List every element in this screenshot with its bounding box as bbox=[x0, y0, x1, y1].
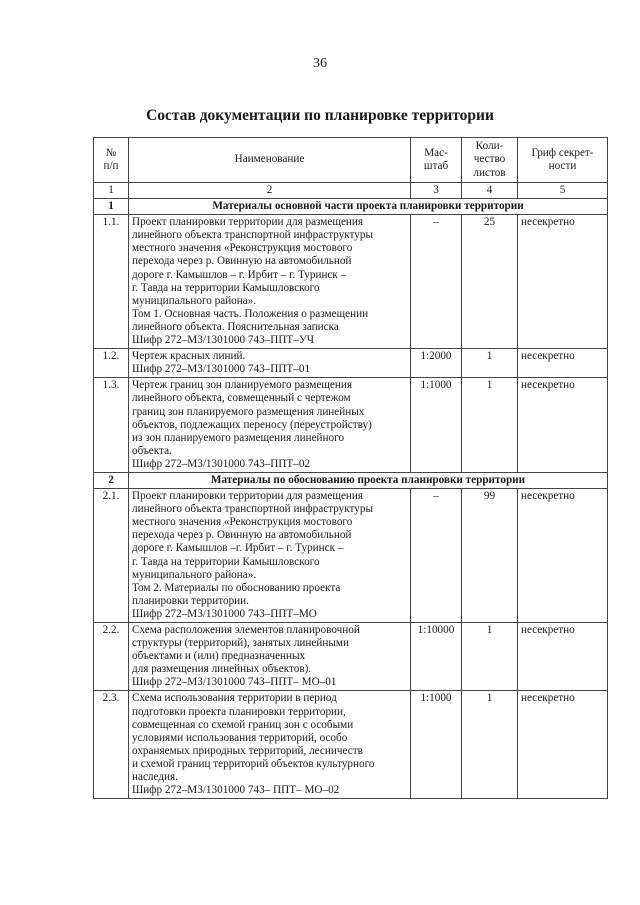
row-name-line: муниципального района». bbox=[132, 568, 257, 581]
row-name-line: местного значения «Реконструкция мостового bbox=[132, 242, 353, 255]
row-name-line: планировки территории. bbox=[132, 594, 249, 607]
row-name-line: Шифр 272–М3/1301000 743–ППТ–02 bbox=[132, 457, 311, 470]
column-index: 1 bbox=[94, 183, 129, 199]
row-name-line: границ зон планируемого размещения линейных bbox=[132, 405, 365, 418]
table-row bbox=[94, 489, 608, 623]
row-sheet-count: 25 bbox=[462, 215, 518, 349]
row-name-line: перехода через р. Овинную на автомобильной bbox=[132, 529, 352, 542]
row-name-line: Схема использования территории в период bbox=[132, 692, 337, 705]
row-secrecy: несекретно bbox=[518, 489, 608, 623]
column-index: 2 bbox=[129, 183, 411, 199]
row-name-line: дороге г. Камышлов – г. Ирбит – г. Туринск – bbox=[132, 268, 347, 281]
section-title: Материалы основной части проекта планировки территории bbox=[129, 199, 608, 215]
row-name-line: Шифр 272–М3/1301000 743–ППТ–01 bbox=[132, 363, 311, 376]
row-name-line: подготовки проекта планировки территории, bbox=[132, 705, 346, 718]
row-scale: – bbox=[411, 215, 462, 349]
documentation-table bbox=[93, 137, 608, 799]
row-secrecy: несекретно bbox=[518, 378, 608, 473]
row-name-line: г. Тавда на территории Камышловского bbox=[132, 555, 320, 568]
row-name-line: Чертеж границ зон планируемого размещения bbox=[132, 379, 353, 392]
row-name-line: объекта. bbox=[132, 444, 172, 457]
row-number: 2.2. bbox=[94, 623, 129, 691]
row-name-line: и схемой границ территорий объектов культурного bbox=[132, 757, 375, 770]
row-name-line: перехода через р. Овинную на автомобильной bbox=[132, 255, 352, 268]
column-index: 5 bbox=[518, 183, 608, 199]
row-sheet-count: 1 bbox=[462, 349, 518, 378]
header-secrecy: Гриф секрет- ности bbox=[518, 138, 608, 183]
row-name-line: линейного объекта транспортной инфраструктуры bbox=[132, 503, 373, 516]
row-sheet-count: 1 bbox=[462, 691, 518, 799]
header-number: № п/п bbox=[94, 138, 129, 183]
row-number: 1.2. bbox=[94, 349, 129, 378]
row-name-line: наследия. bbox=[132, 771, 178, 784]
row-number: 2.3. bbox=[94, 691, 129, 799]
row-secrecy: несекретно bbox=[518, 215, 608, 349]
table-row bbox=[94, 349, 608, 378]
row-name-line: Шифр 272–М3/1301000 743– ППТ– МО–02 bbox=[132, 784, 340, 797]
section-number: 1 bbox=[94, 199, 129, 215]
table-row bbox=[94, 623, 608, 691]
row-name-line: линейного объекта. Пояснительная записка bbox=[132, 320, 339, 333]
row-scale: 1:1000 bbox=[411, 378, 462, 473]
section-row bbox=[94, 472, 608, 488]
row-sheet-count: 99 bbox=[462, 489, 518, 623]
row-name-line: объектов, подлежащих переносу (переустройству) bbox=[132, 418, 372, 431]
row-scale: 1:2000 bbox=[411, 349, 462, 378]
row-name-line: из зон планируемого размещения линейного bbox=[132, 431, 345, 444]
row-name-line: г. Тавда на территории Камышловского bbox=[132, 281, 320, 294]
row-sheet-count: 1 bbox=[462, 378, 518, 473]
row-name-line: условиями использования территорий, особо bbox=[132, 731, 348, 744]
section-title: Материалы по обоснованию проекта планировки территории bbox=[129, 472, 608, 488]
table-body bbox=[94, 199, 608, 799]
row-name-line: Чертеж красных линий. bbox=[132, 350, 246, 363]
section-row bbox=[94, 199, 608, 215]
row-name-line: охраняемых природных территорий, лесничеств bbox=[132, 744, 363, 757]
row-number: 1.1. bbox=[94, 215, 129, 349]
row-name bbox=[129, 378, 411, 473]
row-secrecy: несекретно bbox=[518, 623, 608, 691]
table-row bbox=[94, 691, 608, 799]
table-row bbox=[94, 215, 608, 349]
column-index: 4 bbox=[462, 183, 518, 199]
table-header-row bbox=[94, 138, 608, 183]
row-name bbox=[129, 215, 411, 349]
row-name-line: совмещенная со схемой границ зон с особыми bbox=[132, 718, 354, 731]
header-name: Наименование bbox=[129, 138, 411, 183]
row-name-line: для размещения линейных объектов). bbox=[132, 663, 312, 676]
row-name-line: Том 1. Основная часть. Положения о размещении bbox=[132, 307, 369, 320]
table-row bbox=[94, 378, 608, 473]
header-sheet-count: Коли- чество листов bbox=[462, 138, 518, 183]
row-name-line: местного значения «Реконструкция мостового bbox=[132, 516, 353, 529]
row-name-line: Шифр 272–М3/1301000 743–ППТ– МО–01 bbox=[132, 676, 337, 689]
row-secrecy: несекретно bbox=[518, 691, 608, 799]
row-name bbox=[129, 489, 411, 623]
column-index: 3 bbox=[411, 183, 462, 199]
section-number: 2 bbox=[94, 472, 129, 488]
row-number: 1.3. bbox=[94, 378, 129, 473]
row-scale: – bbox=[411, 489, 462, 623]
document-title: Состав документации по планировке территории bbox=[146, 107, 494, 124]
row-name bbox=[129, 691, 411, 799]
header-scale: Мас- штаб bbox=[411, 138, 462, 183]
row-name-line: Проект планировки территории для размещения bbox=[132, 490, 364, 503]
row-name-line: структуры (территорий), занятых линейными bbox=[132, 637, 349, 650]
row-sheet-count: 1 bbox=[462, 623, 518, 691]
row-name-line: дороге г. Камышлов –г. Ирбит – г. Туринск – bbox=[132, 542, 344, 555]
row-name-line: Схема расположения элементов планировочной bbox=[132, 624, 360, 636]
row-name bbox=[129, 623, 411, 691]
row-name-line: Шифр 272–М3/1301000 743–ППТ–УЧ bbox=[132, 334, 315, 347]
row-name-line: линейного объекта транспортной инфраструктуры bbox=[132, 229, 373, 242]
column-index-row bbox=[94, 183, 608, 199]
row-name-line: объектами и (или) предназначенных bbox=[132, 650, 306, 663]
row-name-line: линейного объекта, совмещенный с чертежом bbox=[132, 392, 351, 405]
row-scale: 1:10000 bbox=[411, 623, 462, 691]
row-name-line: муниципального района». bbox=[132, 294, 257, 307]
row-name-line: Том 2. Материалы по обоснованию проекта bbox=[132, 581, 341, 594]
row-secrecy: несекретно bbox=[518, 349, 608, 378]
page-number: 36 bbox=[313, 56, 327, 71]
row-number: 2.1. bbox=[94, 489, 129, 623]
row-name-line: Шифр 272–М3/1301000 743–ППТ–МО bbox=[132, 607, 317, 620]
row-scale: 1:1000 bbox=[411, 691, 462, 799]
row-name bbox=[129, 349, 411, 378]
row-name-line: Проект планировки территории для размещения bbox=[132, 216, 364, 229]
